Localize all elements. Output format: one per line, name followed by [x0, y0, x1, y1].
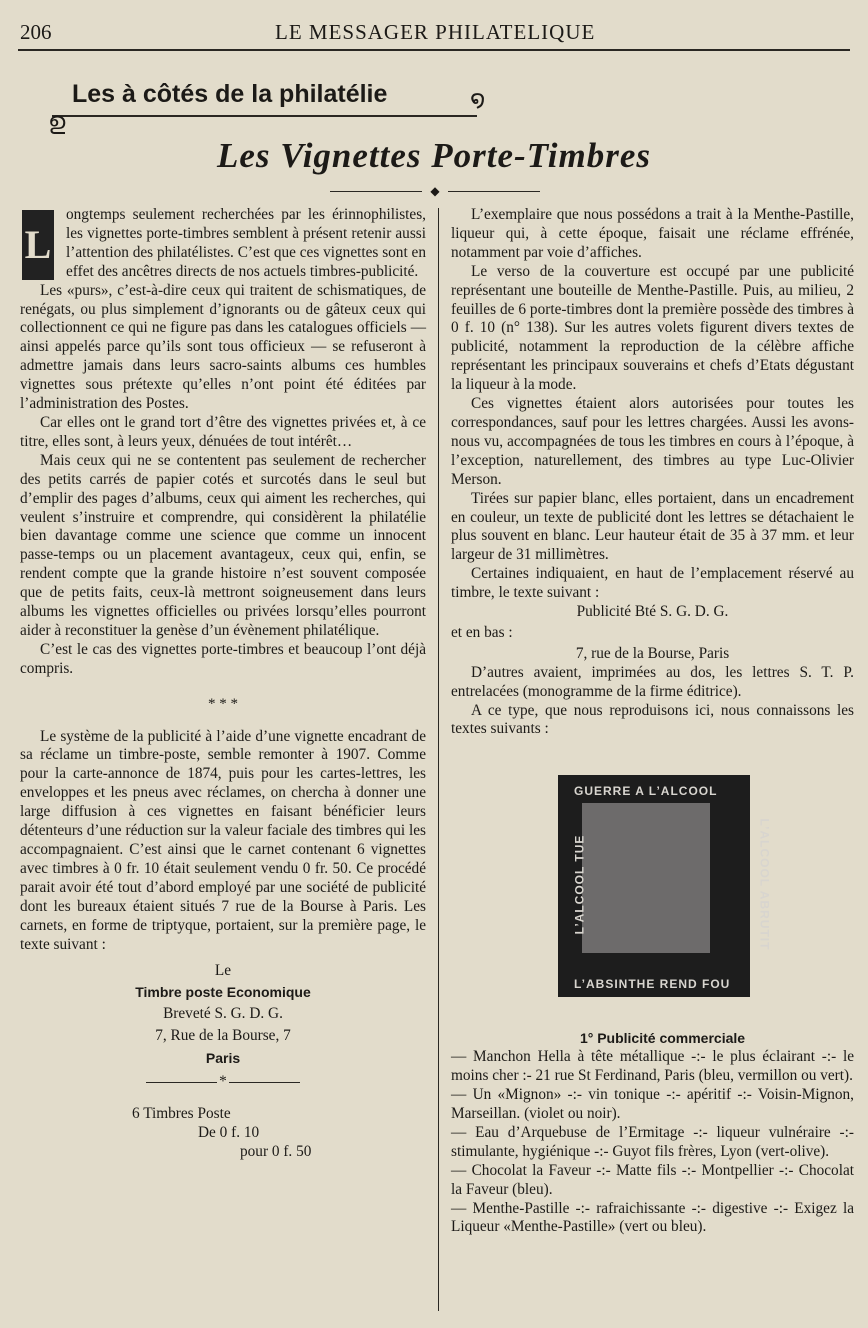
cover-text-le: Le	[214, 962, 232, 980]
paragraph: Mais ceux qui ne se contentent pas seulement de rechercher des petits carrés de papier cotés et surcotés dans le seul but d’emplir des pages d’albums, ceux qui aiment les recherches, qui veulent s’instruire et comprendre, qui considèrent la philatélie bien davantage comme une science que comme un innocent passe-temps ou un placement avantageux, ceux qui, enfin, se rendent compte que la grande histoire n’est souvent composée que de petits faits, ceux-là mettront soigneusement dans leurs albums les vignettes officielles ou privées lorsqu’elles pourront aider à reconstituer la genèse d’un évènement philatélique.	[20, 451, 426, 639]
title-ornament: ◆	[330, 184, 540, 199]
section-break-stars: * * *	[208, 695, 238, 712]
column-right	[451, 206, 854, 1237]
paragraph: Tirées sur papier blanc, elles portaient, dans un encadrement en couleur, un texte de publicité dont les lettres se détachaient le plus souvent en blanc. Leur hauteur était de 35 à 37 mm. et leur largeur de 31 millimètres.	[451, 489, 854, 564]
list-item: — Chocolat la Faveur -:- Matte fils -:- Montpellier -:- Chocolat la Faveur (bleu).	[451, 1161, 854, 1198]
address-line: 7, rue de la Bourse, Paris	[575, 644, 730, 662]
paragraph: Les «purs», c’est-à-dire ceux qui traitent de schismatiques, de renégats, ou plus simplement d’ignorants ou de gâteux ceux qui collectionnent ce qui ne figure pas dans les catalogues officiels — ainsi appelés parce qu’ils sont tous officieux — se refuseront à admettre jamais dans leurs sacro-saints albums ces humbles vignettes sous prétexte qu’elles n’ont point été éditées par l’administration des Postes.	[20, 281, 426, 413]
column-divider	[438, 208, 439, 1311]
cover-ornament	[20, 1073, 426, 1089]
timbres-block	[20, 1105, 426, 1162]
paragraph: D’autres avaient, imprimées au dos, les lettres S. T. P. entrelacées (monogramme de la firme éditrice).	[451, 663, 854, 700]
paragraph: Le verso de la couverture est occupé par une publicité représentant une bouteille de Menthe-Pastille. Puis, au milieu, 2 feuilles de 6 porte-timbres dont la première possède des timbres à 0 f. 10 (n° 138). Sur les autres volets figurent divers textes de publicité, notamment la reproduction de la célèbre affiche représentant les principaux souverains et chefs d’Etats dégustant la liqueur à la mode.	[451, 262, 854, 394]
paragraph	[20, 206, 426, 282]
vignette-text-right: L’ALCOOL ABRUTIT	[757, 818, 772, 951]
article-title: Les Vignettes Porte-Timbres	[217, 136, 651, 175]
list-item: — Eau d’Arquebuse de l’Ermitage -:- liqueur vulnéraire -:- stimulante, hygiénique -:- Guyot fils frères, Lyon (vert-olive).	[451, 1123, 854, 1160]
list-item: — Un «Mignon» -:- vin tonique -:- apéritif -:- Voisin-Mignon, Marseillan. (violet ou noir).	[451, 1086, 854, 1122]
ornament-star: *	[219, 1073, 227, 1091]
paragraph: Certaines indiquaient, en haut de l’emplacement réservé au timbre, le texte suivant :	[451, 565, 854, 602]
journal-title: LE MESSAGER PHILATELIQUE	[275, 20, 596, 44]
publicity-line: Publicité Bté S. G. D. G.	[576, 603, 729, 621]
cover-text-address: 7, Rue de la Bourse, 7	[155, 1027, 291, 1045]
list-item: — Manchon Hella à tête métallique -:- le plus éclairant -:- le moins cher :- 21 rue St Ferdinand, Paris (bleu, vermillon ou vert).	[451, 1048, 854, 1085]
vignette-figure	[451, 739, 854, 1029]
timbres-line-1: 6 Timbres Poste	[132, 1105, 231, 1123]
paragraph: Ces vignettes étaient alors autorisées pour toutes les correspondances, sauf pour les lettres chargées. Aussi les avons-nous vu, accompagnées de tous les timbres en cours à l’époque, à l’exception, naturellement, des timbres au type Luc-Olivier Merson.	[451, 395, 854, 488]
page-number: 206	[20, 20, 52, 44]
paragraph: et en bas :	[451, 623, 513, 641]
cover-text-brevet: Breveté S. G. D. G.	[163, 1005, 283, 1023]
section-rule	[52, 115, 477, 117]
header-rule	[18, 49, 850, 51]
vignette-text-top: GUERRE A L’ALCOOL	[574, 784, 718, 799]
paragraph-text: ongtemps seulement recherchées par les érinnophilistes, les vignettes porte-timbres semblent à présent retenir aussi l’attention des philatélistes. C’est que ces vignettes sont en effet des ancêtres directs de nos actuels timbres-publicité.	[66, 206, 426, 280]
vignette-text-left: L’ALCOOL TUE	[572, 834, 587, 935]
vignette-text-bottom: L’ABSINTHE REND FOU	[574, 977, 731, 992]
stamp-placeholder	[582, 803, 710, 953]
timbres-line-3: pour 0 f. 50	[240, 1143, 312, 1161]
paragraph: A ce type, que nous reproduisons ici, nous connaissons les textes suivants :	[451, 701, 854, 738]
figure-caption: 1° Publicité commerciale	[579, 1030, 746, 1047]
column-left	[20, 206, 426, 1162]
cover-text-name: Timbre poste Economique	[135, 984, 311, 1001]
section-title: Les à côtés de la philatélie	[72, 80, 388, 108]
vignette-image	[558, 775, 772, 997]
swirl-left-icon: ഉ	[48, 109, 66, 135]
paragraph: Le système de la publicité à l’aide d’une vignette encadrant de sa réclame un timbre-poste, semble remonter à 1907. Comme pour la carte-annonce de 1874, puis pour les cartes-lettres, les enveloppes et les pneus avec réclames, on chercha à donner une large diffusion à ces vignettes en faisant bénéficier leurs détenteurs d’une réduction sur la valeur faciale des timbres qui les accompagnaient. C’est ainsi que le carnet contenant 6 vignettes avec timbres à 0 fr. 10 était seulement vendu 0 fr. 50. Ce procédé parait avoir été tout d’abord employé par une société de publicité dont les bureaux étaient situés 7 rue de la Bourse à Paris. Les carnets, en forme de triptyque, portaient, sur la première page, le texte suivant :	[20, 727, 426, 953]
paragraph: C’est le cas des vignettes porte-timbres et beaucoup l’ont déjà compris.	[20, 640, 426, 677]
paragraph: Car elles ont le grand tort d’être des vignettes privées et, à ce titre, elles sont, à leurs yeux, dénuées de tout intérêt…	[20, 413, 426, 450]
drop-cap: L	[22, 210, 54, 280]
paragraph: L’exemplaire que nous possédons a trait à la Menthe-Pastille, liqueur qui, à cette époque, faisait une réclame effrénée, notamment par voie d’affiches.	[451, 206, 854, 261]
list-item: — Menthe-Pastille -:- rafraichissante -:- digestive -:- Exigez la Liqueur «Menthe-Pastille» (vert ou bleu).	[451, 1199, 854, 1236]
cover-text-city: Paris	[205, 1050, 241, 1067]
timbres-line-2: De 0 f. 10	[198, 1124, 260, 1142]
swirl-right-icon: ໑	[470, 87, 486, 113]
